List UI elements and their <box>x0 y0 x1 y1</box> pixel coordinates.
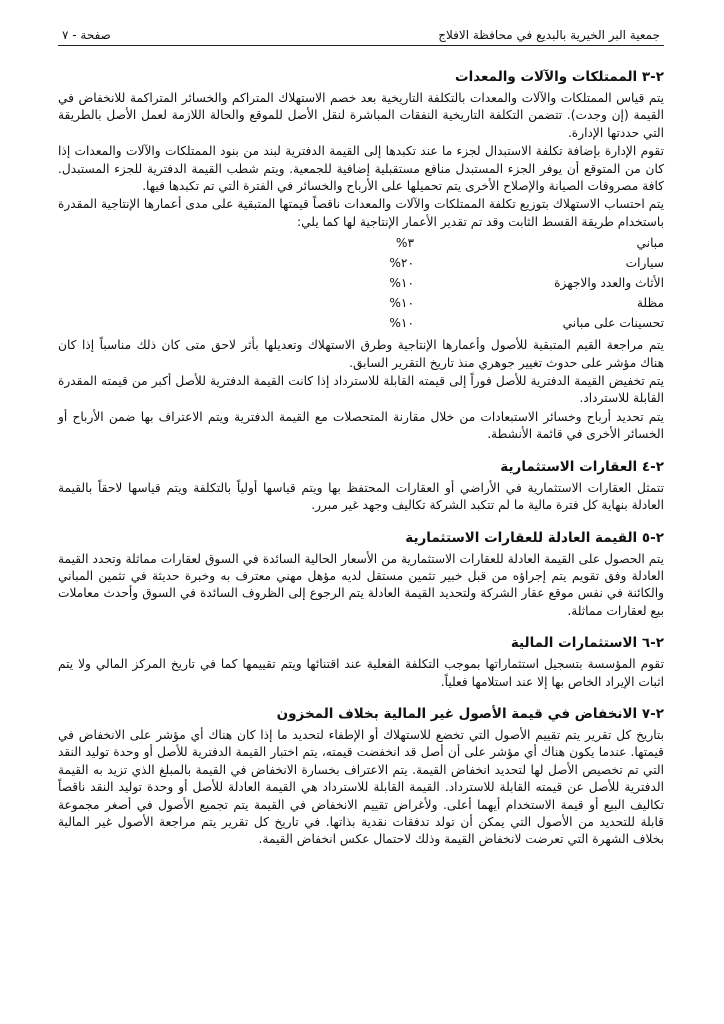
section-title: ٢-٧ الانخفاض في قيمة الأصول غير المالية بخلاف المخزون <box>276 705 664 722</box>
rate-value: ١٠% <box>389 316 414 331</box>
paragraph: يتم تحديد أرباح وخسائر الاستبعادات من خلال مقارنة المتحصلات مع القيمة الدفترية ويتم الاعتراف بها ضمن الأرباح أو الخسائر الأخرى في قائمة الأنشطة. <box>58 409 664 442</box>
page-header <box>58 28 664 46</box>
section-impairment <box>58 705 664 849</box>
depreciation-rates-list <box>58 233 664 333</box>
section-title: ٢-٥ القيمة العادلة للعقارات الاستثمارية <box>405 529 664 546</box>
rate-label: مظلة <box>636 296 664 311</box>
page-number: صفحة - ٧ <box>62 28 111 42</box>
section-property-plant-equipment <box>58 68 664 444</box>
rate-value: ١٠% <box>389 296 414 311</box>
header-title: جمعية البر الخيرية بالبديع في محافظة الافلاج <box>438 28 660 42</box>
paragraph: يتم الحصول على القيمة العادلة للعقارات الاستثمارية من الأسعار الحالية السائدة في السوق لعقارات مماثلة وتحدد القيمة العادلة وفق تقويم يتم إجراؤه من قبل خبير تثمين مستقل لديه مؤهل مهني معترف به وخبرة حديثة في تثمين المباني والكائنة في نفس موقع عقار الشركة ولتحديد القيمة العادلة يتم الرجوع إلى الظروف السائدة في السوق وأحدث معاملات بيع لعقارات مماثلة. <box>58 551 664 618</box>
paragraph: يتم احتساب الاستهلاك بتوزيع تكلفة الممتلكات والآلات والمعدات ناقصاً قيمتها المتبقية على مدى أعمارها الإنتاجية المقدرة باستخدام طريقة القسط الثابت وقد تم تقدير الأعمار الإنتاجية لها كما يلي: <box>58 197 664 229</box>
page-content <box>58 68 664 849</box>
paragraph: تقوم الإدارة بإضافة تكلفة الاستبدال لجزء ما عند تكبدها إلى القيمة الدفترية لبند من بنود الممتلكات والآلات والمعدات إذا كان من المتوقع أن يوفر الجزء المستبدل منافع مستقبلية إضافية للجمعية. ويتم شطب القيمة الدفترية للجزء المستبدل. كافة مصروفات الصيانة والإصلاح الأخرى يتم تحميلها على الأرباح والخسائر في الفترة التي تم تكبدها فيها. <box>58 144 664 194</box>
section-title: ٢-٦ الاستثمارات المالية <box>510 635 664 652</box>
section-investment-property <box>58 458 664 515</box>
section-title: ٢-٣ الممتلكات والآلات والمعدات <box>455 69 664 85</box>
paragraph: بتاريخ كل تقرير يتم تقييم الأصول التي تخضع للاستهلاك أو الإطفاء لتحديد ما إذا كان هناك أي مؤشر على الانخفاض في قيمتها. عندما يكون هناك أي مؤشر على أن أصل قد انخفضت قيمته، يتم اختبار القيمة الدفترية للأصل أو وحدة توليد النقد التي تم تخصيص الأصل لها لتحديد انخفاض القيمة. يتم الاعتراف بخسارة الانخفاض في القيمة بالمبلغ الذي تزيد به القيمة الدفترية للأصل عن قيمته القابلة للاسترداد. القيمة القابلة للاسترداد هي القيمة العادلة للأصل أو وحدة توليد النقد ناقصاً تكاليف البيع أو قيمة الاستخدام أيهما أعلى. ولأغراض تقييم الانخفاض في القيمة يتم تجميع الأصول في أصغر مجموعة قابلة للتحديد من الأصول التي يمكن أن تولد تدفقات نقدية بذاتها. في تاريخ كل تقرير يتم مراجعة الأصول غير المالية بخلاف الشهرة التي تعرضت لانخفاض القيمة وذلك لاحتمال عكس انخفاض القيمة. <box>58 727 664 847</box>
rate-row <box>58 313 664 333</box>
rate-row <box>58 233 664 253</box>
section-title: ٢-٤ العقارات الاستثمارية <box>500 458 664 475</box>
rate-label: تحسينات على مباني <box>562 316 664 331</box>
paragraph: يتم قياس الممتلكات والآلات والمعدات بالتكلفة التاريخية بعد خصم الاستهلاك المتراكم والخسائر المتراكمة للانخفاض في القيمة (إن وجدت). تتضمن التكلفة التاريخية النفقات المباشرة لنقل الأصل للموقع والحالة اللازمة لعمل الأصل بالطريقة التي حددتها الإدارة. <box>58 91 664 140</box>
paragraph: تقوم المؤسسة بتسجيل استثماراتها بموجب التكلفة الفعلية عند اقتنائها ويتم تقييمها كما في تاريخ المركز المالي ولا يتم اثبات الإيراد الخاص بها إلا عند استلامها فعلياً. <box>58 657 664 689</box>
rate-row <box>58 293 664 313</box>
rate-label: الأثاث والعدد والاجهزة <box>554 276 664 291</box>
paragraph: يتم مراجعة القيم المتبقية للأصول وأعمارها الإنتاجية وطرق الاستهلاك وتعديلها بأثر لاحق متى كان ذلك مناسباً إذا كان هناك مؤشر على حدوث تغيير جوهري منذ تاريخ التقرير السابق. <box>58 338 664 370</box>
rate-value: ٣% <box>395 236 414 251</box>
rate-row <box>58 273 664 293</box>
section-financial-investments <box>58 634 664 691</box>
rate-label: مباني <box>636 236 664 251</box>
rate-row <box>58 253 664 273</box>
rate-value: ٢٠% <box>389 256 414 271</box>
rate-value: ١٠% <box>389 276 414 291</box>
paragraph: تتمثل العقارات الاستثمارية في الأراضي أو العقارات المحتفظ بها ويتم قياسها أولياً بالتكلفة ويتم قياسها لاحقاً بالقيمة العادلة بنهاية كل فترة مالية ما لم تتكبد الشركة تكاليف وجهد غير مبرر. <box>58 480 664 513</box>
rate-label: سيارات <box>625 256 664 271</box>
section-investment-property-fair-value <box>58 529 664 621</box>
paragraph: يتم تخفيض القيمة الدفترية للأصل فوراً إلى قيمته القابلة للاسترداد إذا كانت القيمة الدفترية للأصل أكبر من قيمته المقدرة القابلة للاسترداد. <box>58 374 664 406</box>
